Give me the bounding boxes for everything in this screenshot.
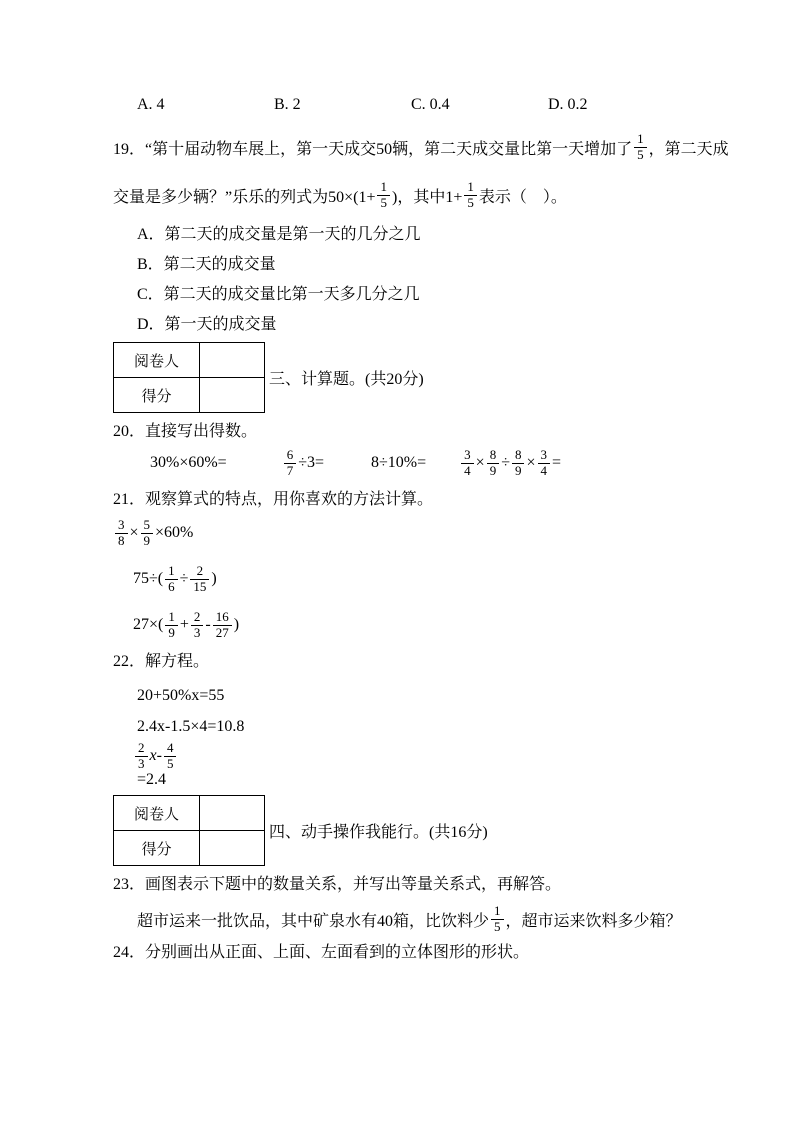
fraction-2-3-icon: $\frac{2}{3}$	[135, 741, 148, 772]
fraction-16-27-icon: $\frac{16}{27}$	[213, 610, 232, 641]
fraction-5-9-icon: $\frac{5}{9}$	[141, 518, 154, 549]
q20-expression-1: 30%×60%=	[150, 454, 227, 471]
q19-text-5: 表示（ ）。	[478, 189, 567, 206]
question-20-title: 20．直接写出得数。	[113, 423, 258, 440]
q21-expression-1	[113, 515, 744, 551]
fraction-1-5-icon: $\frac{1}{5}$	[634, 132, 647, 163]
q19-choice-d: D．第一天的成交量	[137, 316, 277, 333]
fraction-1-5-icon: $\frac{1}{5}$	[491, 904, 504, 935]
q22-equation-3-variable: x-	[149, 747, 162, 764]
table-row	[114, 378, 265, 413]
option-c: C. 0.4	[411, 96, 450, 113]
section-3-title: 三、计算题。(共20分)	[269, 371, 424, 388]
table-row	[114, 343, 265, 378]
operator: ÷	[501, 454, 510, 471]
option-d: D. 0.2	[548, 96, 588, 113]
fraction-8-9-icon: $\frac{8}{9}$	[512, 448, 525, 479]
question-24-title: 24．分别画出从正面、上面、左面看到的立体图形的形状。	[113, 944, 530, 961]
fraction-8-9-icon: $\frac{8}{9}$	[487, 448, 500, 479]
grader-block-2	[113, 795, 744, 866]
q22-equation-2: 2.4x-1.5×4=10.8	[137, 718, 245, 735]
operator: -	[205, 616, 211, 633]
reviewer-blank-cell	[200, 343, 265, 378]
operator: ×	[526, 454, 536, 471]
question-23-body	[113, 902, 744, 936]
question-22-title: 22．解方程。	[113, 653, 210, 670]
question-21-title: 21．观察算式的特点，用你喜欢的方法计算。	[113, 491, 434, 508]
question-18-options-row	[113, 96, 744, 114]
fraction-3-4-icon: $\frac{3}{4}$	[538, 448, 551, 479]
q19-text-2: ，第二天成	[648, 141, 729, 158]
q21-expression-2	[113, 561, 744, 597]
q19-choice-b: B．第二天的成交量	[137, 256, 276, 273]
question-19-choices	[113, 220, 744, 340]
q23-text-1: 超市运来一批饮品，其中矿泉水有40箱，比饮料少	[137, 912, 490, 930]
score-blank-cell	[200, 831, 265, 866]
close-paren: )	[211, 570, 217, 587]
fraction-3-8-icon: $\frac{3}{8}$	[115, 518, 128, 549]
question-19-line-2	[113, 178, 744, 213]
question-19-line-1	[113, 130, 744, 165]
q22-equation-3-line-2: =2.4	[137, 771, 167, 788]
q22-equation-3-line-1	[113, 741, 744, 771]
reviewer-label: 阅卷人	[114, 796, 200, 831]
q20-expression-4	[459, 448, 561, 479]
q19-choice-a: A．第二天的成交量是第一天的几分之几	[137, 226, 421, 243]
fraction-2-15-icon: $\frac{2}{15}$	[190, 564, 209, 595]
operator: +	[179, 616, 189, 633]
q21-expression-2-head: 75÷(	[133, 570, 164, 587]
q19-text-1: 19．“第十届动物车展上，第一天成交50辆，第二天成交量比第一天增加了	[113, 141, 633, 158]
score-label: 得分	[114, 831, 200, 866]
grader-block-1	[113, 342, 744, 413]
q19-text-4: )，其中1+	[391, 189, 463, 206]
q21-expression-1-tail: ×60%	[155, 524, 194, 541]
section-4-title: 四、动手操作我能行。(共16分)	[269, 824, 488, 841]
table-row	[114, 831, 265, 866]
q22-equation-1: 20+50%x=55	[137, 687, 225, 704]
score-label: 得分	[114, 378, 200, 413]
equals-sign: =	[552, 454, 562, 471]
fraction-3-4-icon: $\frac{3}{4}$	[461, 448, 474, 479]
option-a: A. 4	[137, 96, 165, 113]
q20-expression-2-tail: ÷3=	[298, 454, 325, 471]
fraction-1-5-icon: $\frac{1}{5}$	[377, 180, 390, 211]
q19-text-3: 交量是多少辆？”乐乐的列式为50×(1+	[113, 189, 376, 206]
grader-table-1	[113, 342, 265, 413]
fraction-1-5-icon: $\frac{1}{5}$	[464, 180, 477, 211]
q21-expression-3-head: 27×(	[133, 616, 164, 633]
question-23-title: 23．画图表示下题中的数量关系，并写出等量关系式，再解答。	[113, 876, 562, 893]
question-20-expressions	[113, 445, 744, 481]
fraction-1-6-icon: $\frac{1}{6}$	[165, 564, 178, 595]
fraction-1-9-icon: $\frac{1}{9}$	[165, 610, 178, 641]
operator: ÷	[179, 570, 189, 587]
q21-expression-3	[113, 607, 744, 643]
grader-table-2	[113, 795, 265, 866]
q19-choice-c: C．第二天的成交量比第一天多几分之几	[137, 286, 420, 303]
score-blank-cell	[200, 378, 265, 413]
operator: ×	[475, 454, 485, 471]
reviewer-blank-cell	[200, 796, 265, 831]
reviewer-label: 阅卷人	[114, 343, 200, 378]
fraction-6-7-icon: $\frac{6}{7}$	[284, 448, 297, 479]
close-paren: )	[233, 616, 240, 633]
fraction-4-5-icon: $\frac{4}{5}$	[164, 741, 177, 772]
q20-expression-2	[282, 448, 324, 479]
q23-text-2: ，超市运来饮料多少箱？	[505, 912, 682, 930]
fraction-2-3-icon: $\frac{2}{3}$	[191, 610, 204, 641]
operator: ×	[129, 524, 139, 541]
table-row	[114, 796, 265, 831]
option-b: B. 2	[274, 96, 301, 113]
q20-expression-3: 8÷10%=	[371, 454, 427, 471]
